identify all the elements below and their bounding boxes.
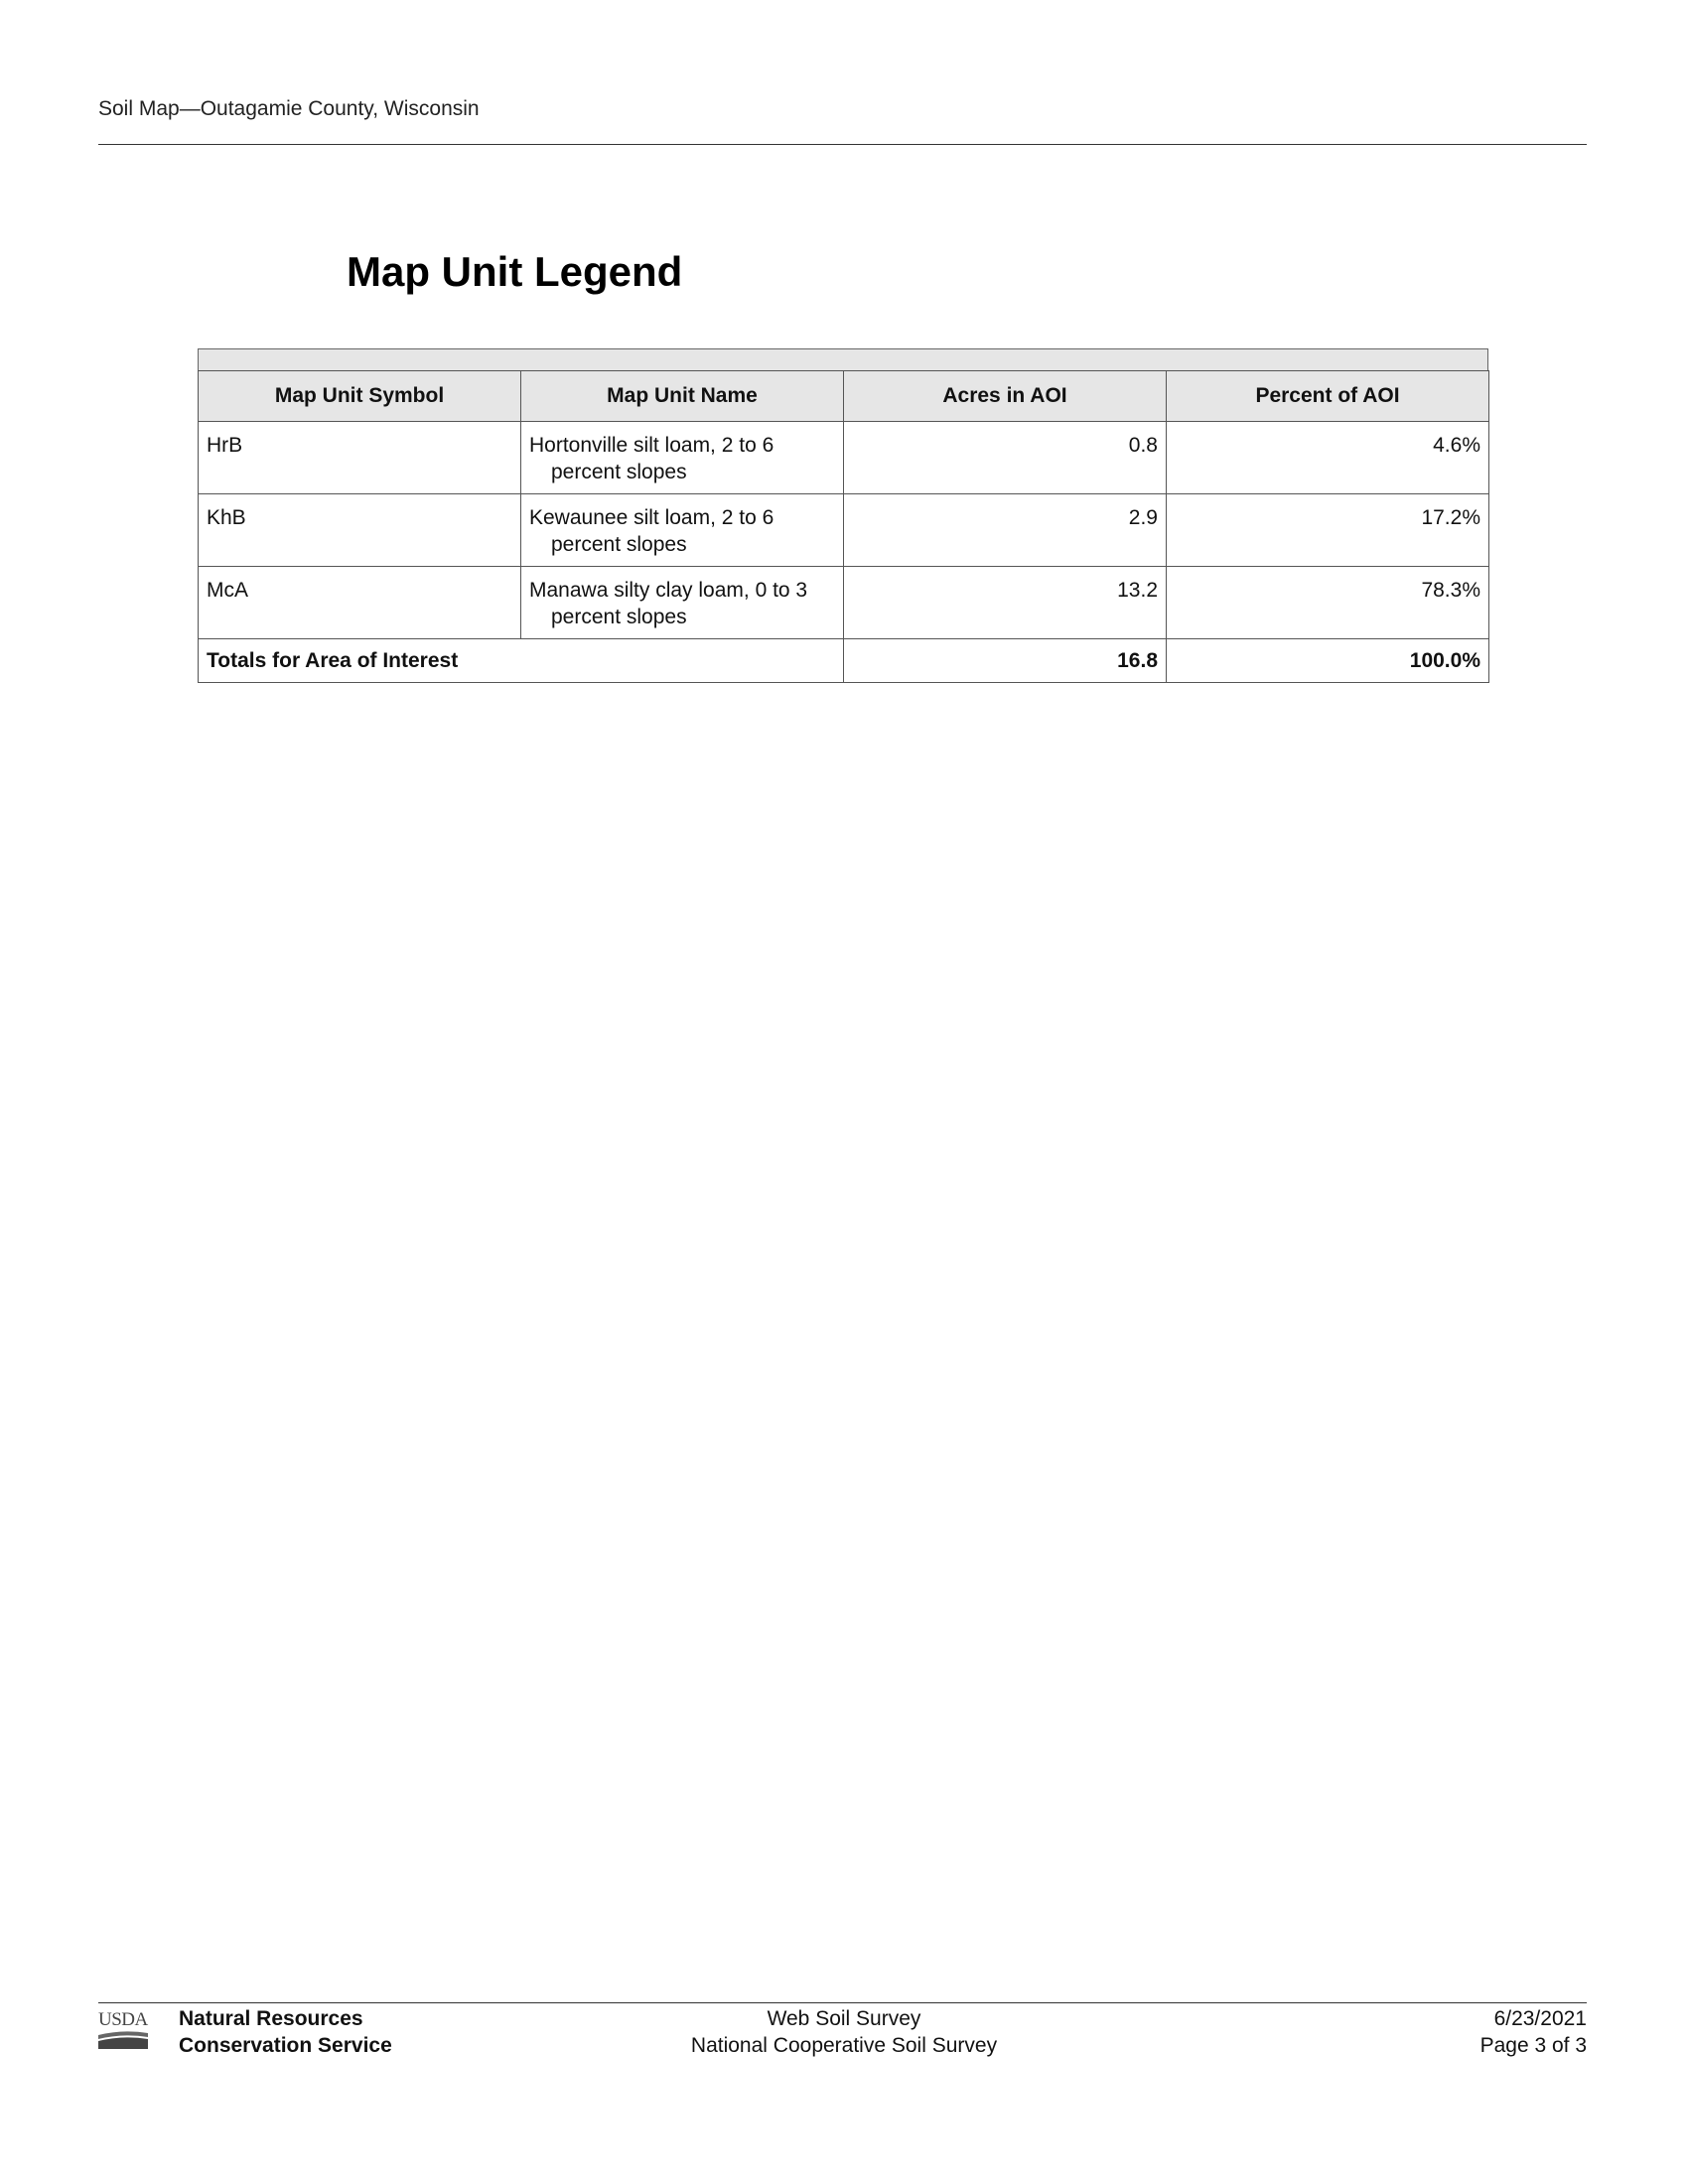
usda-logo-graphic	[98, 2029, 148, 2049]
footer-divider	[98, 2002, 1587, 2003]
footer-date: 6/23/2021	[1493, 2007, 1587, 2030]
cell-name-line1: Hortonville silt loam, 2 to 6	[529, 434, 774, 457]
legend-table	[198, 370, 1489, 683]
table-row	[199, 422, 1489, 494]
cell-acres: 0.8	[844, 422, 1167, 494]
column-header-percent: Percent of AOI	[1167, 371, 1489, 422]
map-unit-legend-table	[198, 348, 1488, 683]
usda-logo-text: USDA	[98, 2009, 148, 2030]
footer-agency	[179, 2005, 392, 2059]
cell-name	[521, 494, 844, 567]
cell-percent: 17.2%	[1167, 494, 1489, 567]
cell-name	[521, 422, 844, 494]
cell-name-line2: percent slopes	[551, 533, 687, 556]
cell-acres: 2.9	[844, 494, 1167, 567]
page-header-title: Soil Map—Outagamie County, Wisconsin	[98, 97, 480, 120]
table-row	[199, 567, 1489, 639]
header-divider	[98, 144, 1587, 145]
cell-percent: 4.6%	[1167, 422, 1489, 494]
footer-center	[596, 2005, 1092, 2059]
totals-row	[199, 639, 1489, 683]
table-top-bar	[198, 348, 1488, 370]
footer-page-number: Page 3 of 3	[1479, 2034, 1587, 2057]
cell-name	[521, 567, 844, 639]
footer-agency-line1: Natural Resources	[179, 2007, 363, 2030]
section-title: Map Unit Legend	[347, 248, 683, 295]
table-row	[199, 494, 1489, 567]
cell-symbol: HrB	[199, 422, 521, 494]
column-header-name: Map Unit Name	[521, 371, 844, 422]
totals-acres: 16.8	[844, 639, 1167, 683]
totals-percent: 100.0%	[1167, 639, 1489, 683]
totals-label: Totals for Area of Interest	[199, 639, 844, 683]
cell-percent: 78.3%	[1167, 567, 1489, 639]
footer-center-line1: Web Soil Survey	[767, 2007, 921, 2030]
cell-symbol: KhB	[199, 494, 521, 567]
footer-center-line2: National Cooperative Soil Survey	[690, 2034, 998, 2057]
cell-name-line1: Manawa silty clay loam, 0 to 3	[529, 579, 808, 602]
column-header-acres: Acres in AOI	[844, 371, 1167, 422]
cell-name-line2: percent slopes	[551, 606, 687, 628]
cell-name-line2: percent slopes	[551, 461, 687, 483]
cell-symbol: McA	[199, 567, 521, 639]
footer-right	[1480, 2005, 1587, 2059]
usda-logo	[98, 2010, 148, 2050]
cell-acres: 13.2	[844, 567, 1167, 639]
footer-agency-line2: Conservation Service	[179, 2034, 392, 2057]
cell-name-line1: Kewaunee silt loam, 2 to 6	[529, 506, 774, 529]
table-header-row	[199, 371, 1489, 422]
column-header-symbol: Map Unit Symbol	[199, 371, 521, 422]
